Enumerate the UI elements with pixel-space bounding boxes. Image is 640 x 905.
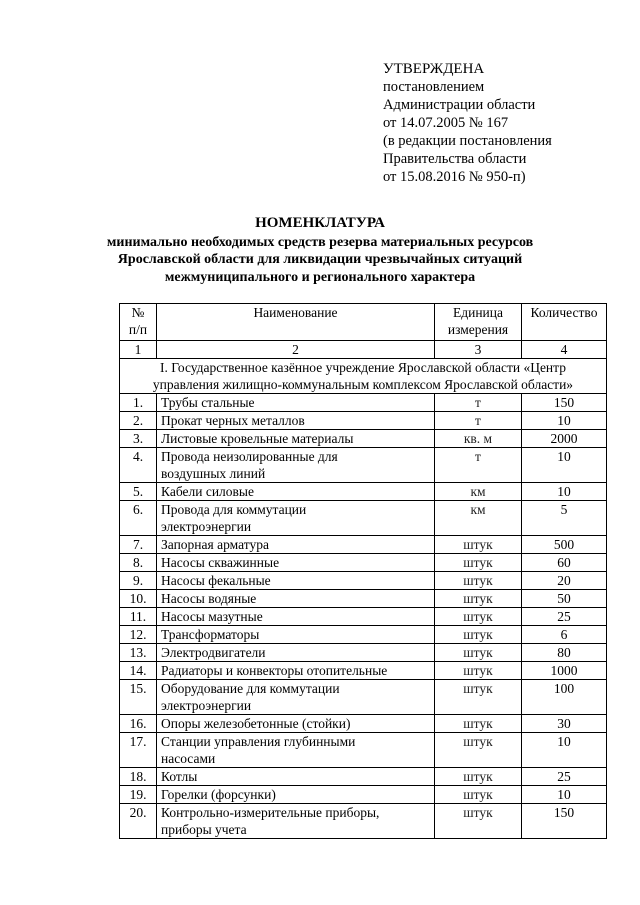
row-name-line: приборы учета xyxy=(161,822,247,837)
row-num: 12. xyxy=(120,626,157,644)
row-num: 15. xyxy=(120,680,157,715)
row-name-line: Станции управления глубинными xyxy=(161,734,356,749)
row-qty: 10 xyxy=(522,412,607,430)
row-num: 7. xyxy=(120,536,157,554)
row-name: Листовые кровельные материалы xyxy=(157,430,435,448)
table-row xyxy=(120,572,607,590)
header-num-line: п/п xyxy=(128,322,148,337)
row-name-line: Провода для коммутации xyxy=(161,502,307,517)
document-heading xyxy=(100,215,540,286)
row-num: 4. xyxy=(120,448,157,483)
approval-line: от 15.08.2016 № 950-п) xyxy=(383,169,526,185)
approval-block xyxy=(383,60,552,186)
row-unit: км xyxy=(435,501,522,536)
table-row xyxy=(120,608,607,626)
table-row xyxy=(120,768,607,786)
row-name xyxy=(157,733,435,768)
row-name: Насосы скважинные xyxy=(157,554,435,572)
row-unit: штук xyxy=(435,626,522,644)
row-num: 9. xyxy=(120,572,157,590)
row-unit: штук xyxy=(435,644,522,662)
row-name: Радиаторы и конвекторы отопительные xyxy=(157,662,435,680)
index-cell: 2 xyxy=(157,341,435,359)
row-num: 3. xyxy=(120,430,157,448)
row-qty: 60 xyxy=(522,554,607,572)
row-name-line: воздушных линий xyxy=(161,466,266,481)
document-subtitle-line: межмуниципального и регионального характера xyxy=(164,269,476,285)
row-name: Трансформаторы xyxy=(157,626,435,644)
row-name-line: насосами xyxy=(161,751,216,766)
row-name xyxy=(157,448,435,483)
section-title-line: управления жилищно-коммунальным комплексом Ярославской области» xyxy=(152,377,574,392)
row-unit: штук xyxy=(435,554,522,572)
table-row xyxy=(120,680,607,715)
approval-line: (в редакции постановления xyxy=(383,133,552,149)
table-row xyxy=(120,430,607,448)
approval-line: постановлением xyxy=(383,79,485,95)
row-num: 6. xyxy=(120,501,157,536)
table-row xyxy=(120,715,607,733)
row-qty: 6 xyxy=(522,626,607,644)
row-num: 17. xyxy=(120,733,157,768)
row-name: Насосы водяные xyxy=(157,590,435,608)
row-unit: штук xyxy=(435,680,522,715)
approval-line: УТВЕРЖДЕНА xyxy=(383,61,485,77)
table-row xyxy=(120,644,607,662)
section-title-line: I. Государственное казённое учреждение Ярославской области «Центр xyxy=(160,360,566,375)
row-qty: 1000 xyxy=(522,662,607,680)
row-unit: штук xyxy=(435,572,522,590)
row-num: 19. xyxy=(120,786,157,804)
table-row xyxy=(120,554,607,572)
table-row xyxy=(120,626,607,644)
row-name: Прокат черных металлов xyxy=(157,412,435,430)
row-name xyxy=(157,501,435,536)
row-name: Трубы стальные xyxy=(157,394,435,412)
row-unit: штук xyxy=(435,662,522,680)
row-qty: 150 xyxy=(522,804,607,839)
row-name: Котлы xyxy=(157,768,435,786)
row-qty: 25 xyxy=(522,608,607,626)
header-num-line: № xyxy=(131,305,145,320)
row-unit: т xyxy=(435,394,522,412)
table-row xyxy=(120,483,607,501)
row-name-line: электроэнергии xyxy=(161,519,252,534)
row-name: Электродвигатели xyxy=(157,644,435,662)
section-row xyxy=(120,359,607,394)
row-name-line: Провода неизолированные для xyxy=(161,449,338,464)
row-qty: 10 xyxy=(522,786,607,804)
row-num: 18. xyxy=(120,768,157,786)
row-name: Насосы мазутные xyxy=(157,608,435,626)
row-name-line: Оборудование для коммутации xyxy=(161,681,340,696)
row-qty: 80 xyxy=(522,644,607,662)
header-unit-line: Единица xyxy=(452,305,503,320)
table-row xyxy=(120,394,607,412)
row-num: 1. xyxy=(120,394,157,412)
row-num: 8. xyxy=(120,554,157,572)
row-qty: 5 xyxy=(522,501,607,536)
table-header-row xyxy=(120,304,607,341)
row-qty: 10 xyxy=(522,483,607,501)
row-qty: 100 xyxy=(522,680,607,715)
table-row xyxy=(120,448,607,483)
row-qty: 150 xyxy=(522,394,607,412)
document-title: НОМЕНКЛАТУРА xyxy=(255,215,385,231)
row-qty: 10 xyxy=(522,448,607,483)
header-num xyxy=(120,304,157,341)
row-qty: 2000 xyxy=(522,430,607,448)
row-unit: штук xyxy=(435,715,522,733)
row-unit: кв. м xyxy=(435,430,522,448)
row-num: 2. xyxy=(120,412,157,430)
nomenclature-table xyxy=(119,303,607,839)
row-qty: 50 xyxy=(522,590,607,608)
row-qty: 30 xyxy=(522,715,607,733)
approval-line: Администрации области xyxy=(383,97,536,113)
table-row xyxy=(120,662,607,680)
row-num: 20. xyxy=(120,804,157,839)
row-name: Горелки (форсунки) xyxy=(157,786,435,804)
row-qty: 10 xyxy=(522,733,607,768)
table-row xyxy=(120,733,607,768)
row-num: 10. xyxy=(120,590,157,608)
section-title xyxy=(120,359,607,394)
table-row xyxy=(120,804,607,839)
index-cell: 1 xyxy=(120,341,157,359)
row-name: Насосы фекальные xyxy=(157,572,435,590)
document-subtitle-line: минимально необходимых средств резерва материальных ресурсов xyxy=(106,234,534,250)
row-unit: штук xyxy=(435,608,522,626)
row-unit: штук xyxy=(435,536,522,554)
row-unit: штук xyxy=(435,768,522,786)
row-qty: 20 xyxy=(522,572,607,590)
row-unit: штук xyxy=(435,733,522,768)
row-name-line: электроэнергии xyxy=(161,698,252,713)
approval-line: от 14.07.2005 № 167 xyxy=(383,115,509,131)
header-qty: Количество xyxy=(522,304,607,341)
index-cell: 3 xyxy=(435,341,522,359)
row-unit: штук xyxy=(435,804,522,839)
column-index-row xyxy=(120,341,607,359)
row-num: 14. xyxy=(120,662,157,680)
header-name: Наименование xyxy=(157,304,435,341)
table-row xyxy=(120,590,607,608)
index-cell: 4 xyxy=(522,341,607,359)
row-num: 11. xyxy=(120,608,157,626)
table-row xyxy=(120,501,607,536)
header-unit xyxy=(435,304,522,341)
row-unit: штук xyxy=(435,590,522,608)
approval-line: Правительства области xyxy=(383,151,527,167)
document-subtitle-line: Ярославской области для ликвидации чрезвычайных ситуаций xyxy=(117,252,523,267)
row-name-line: Контрольно-измерительные приборы, xyxy=(161,805,380,820)
row-name xyxy=(157,804,435,839)
header-unit-line: измерения xyxy=(447,322,509,337)
row-qty: 500 xyxy=(522,536,607,554)
row-num: 5. xyxy=(120,483,157,501)
row-num: 16. xyxy=(120,715,157,733)
table-row xyxy=(120,786,607,804)
row-num: 13. xyxy=(120,644,157,662)
row-qty: 25 xyxy=(522,768,607,786)
table-row xyxy=(120,536,607,554)
row-unit: км xyxy=(435,483,522,501)
row-name: Кабели силовые xyxy=(157,483,435,501)
table-row xyxy=(120,412,607,430)
row-name: Опоры железобетонные (стойки) xyxy=(157,715,435,733)
row-unit: штук xyxy=(435,786,522,804)
row-unit: т xyxy=(435,412,522,430)
row-unit: т xyxy=(435,448,522,483)
row-name xyxy=(157,680,435,715)
row-name: Запорная арматура xyxy=(157,536,435,554)
